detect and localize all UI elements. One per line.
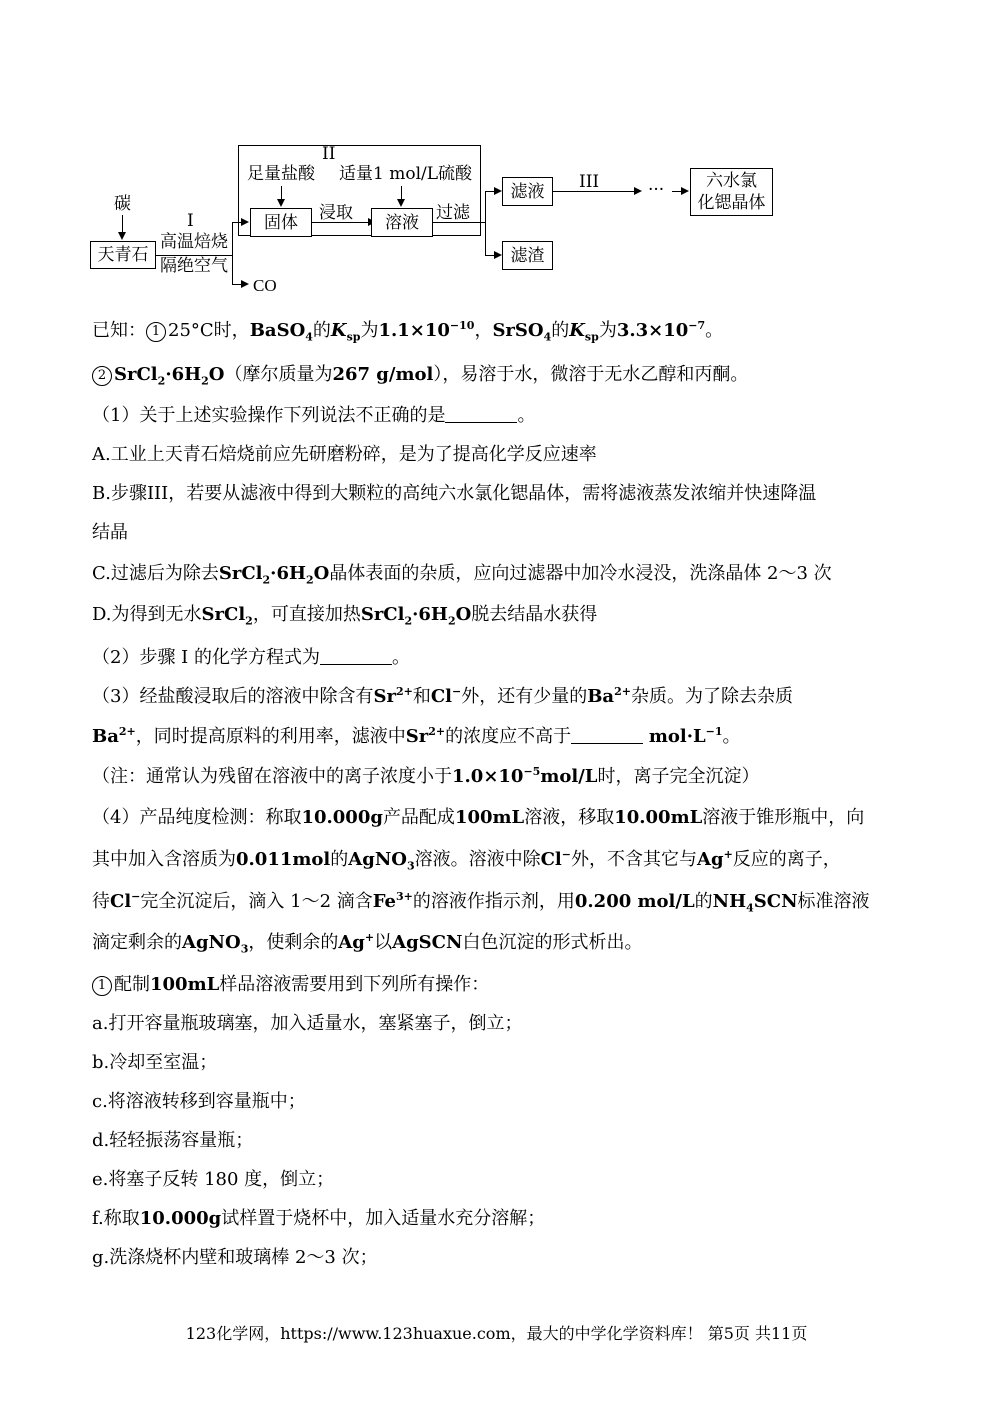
filter-line <box>433 222 485 223</box>
split-line <box>232 222 233 284</box>
product-box <box>690 168 773 216</box>
q1-stem: （1）关于上述实验操作下列说法不正确的是 。 <box>92 405 536 426</box>
filter-label: 过滤 <box>436 203 470 223</box>
q4-line-4: 滴定剩余的AgNO$_3$，使剩余的Ag+以AgSCN白色沉淀的形式析出。 <box>92 931 643 956</box>
q3-line-1: （3）经盐酸浸取后的溶液中除含有$Sr^{2+}$和Cl−外，还有少量的$Ba^{2+}$杂质。为了除去杂质 <box>92 685 793 707</box>
answer-blank <box>445 404 517 423</box>
h2so4-arrow-line <box>401 186 402 200</box>
q1-option-b: B.步骤III，若要从滤液中得到大颗粒的高纯六水氯化锶晶体，需将滤液蒸发浓缩并快速降温 <box>92 483 817 504</box>
step-a: a.打开容量瓶玻璃塞，加入适量水，塞紧塞子，倒立； <box>92 1013 523 1034</box>
solution-box: 溶液 <box>371 208 433 237</box>
solid-box: 固体 <box>250 208 312 237</box>
step-c: c.将溶液转移到容量瓶中； <box>92 1091 306 1112</box>
q4-line-2: 其中加入含溶质为0.011mol的AgNO$_3$溶液。溶液中除Cl−外，不含其它与Ag+反应的离子， <box>92 848 841 873</box>
answer-blank <box>320 646 392 665</box>
circled-number: 2 <box>92 366 112 386</box>
step3-line <box>553 191 635 192</box>
step-d: d.轻轻振荡容量瓶； <box>92 1130 254 1151</box>
leach-line <box>312 222 370 223</box>
carbon-label: 碳 <box>114 194 131 214</box>
hcl-label: 足量盐酸 <box>247 164 315 184</box>
step-b: b.冷却至室温； <box>92 1052 218 1073</box>
product-line-2: 化锶晶体 <box>697 193 766 213</box>
ore-out-line <box>156 255 232 256</box>
step3-label: III <box>579 172 600 192</box>
leach-label: 浸取 <box>319 203 353 223</box>
to-co-arrowhead <box>241 280 249 288</box>
step-f: f.称取10.000g试样置于烧杯中，加入适量水充分溶解； <box>92 1208 546 1229</box>
q3-note: （注：通常认为残留在溶液中的离子浓度小于$1.0\times 10^{-5}mol/L$时，离子完全沉淀） <box>92 765 760 787</box>
to-residue-arrowhead <box>494 251 502 259</box>
step1-label: I <box>187 211 194 231</box>
page-footer: 123化学网，https://www.123huaxue.com，最大的中学化学资料库！ 第5页 共11页 <box>185 1324 808 1343</box>
to-filtrate-arrowhead <box>494 187 502 195</box>
step-e: e.将塞子反转 180 度，倒立； <box>92 1169 335 1190</box>
hcl-arrowhead <box>277 199 285 207</box>
h2so4-label: 适量1 mol/L硫酸 <box>339 164 473 184</box>
step2-label: II <box>322 144 336 164</box>
circled-number: 1 <box>146 322 166 342</box>
q4-sub1: 1 配制100mL样品溶液需要用到下列所有操作： <box>92 972 912 998</box>
co-label: CO <box>253 276 277 295</box>
filtrate-box: 滤液 <box>502 177 553 206</box>
carbon-arrow-line <box>122 215 123 233</box>
q1-option-d: D.为得到无水SrCl$_2$，可直接加热$SrCl_2\cdot 6H_2O$脱去结晶水获得 <box>92 604 598 628</box>
q1-option-c: C.过滤后为除去$SrCl_2\cdot 6H_2O$晶体表面的杂质，应向过滤器中加冷水浸没，洗涤晶体 2～3 次 <box>92 563 832 587</box>
q3-line-2: $Ba^{2+}$，同时提高原料的利用率，滤液中$Sr^{2+}$的浓度应不高于 $mol\cdot L^{-1}$。 <box>92 725 741 747</box>
q1-option-b-cont: 结晶 <box>92 522 128 543</box>
step-g: g.洗涤烧杯内壁和玻璃棒 2～3 次； <box>92 1247 378 1268</box>
h2so4-arrowhead <box>397 199 405 207</box>
product-line-1: 六水氯 <box>706 171 757 191</box>
answer-blank <box>571 725 643 744</box>
ore-box: 天青石 <box>90 241 156 269</box>
q2-stem: （2）步骤 I 的化学方程式为 。 <box>92 647 411 668</box>
carbon-arrowhead <box>118 232 126 240</box>
filter-split-line <box>485 191 486 255</box>
circled-number: 1 <box>92 976 112 996</box>
known-line-2: 2 $SrCl_2\cdot 6H_2O$（摩尔质量为267 g/mol），易溶于水，微溶于无水乙醇和丙酮。 <box>92 362 912 388</box>
step3-arrowhead <box>634 187 642 195</box>
roast-condition-2: 隔绝空气 <box>160 256 228 276</box>
dots-label: ··· <box>648 180 665 200</box>
q1-option-a: A.工业上天青石焙烧前应先研磨粉碎，是为了提高化学反应速率 <box>92 444 597 465</box>
residue-box: 滤渣 <box>502 241 553 270</box>
known-line-1: 已知： 1 25°C时，BaSO$_4$的$K_{sp}$为$1.1\times 10^{-10}$，SrSO$_4$的$K_{sp}$为$3.3\times 10^{-7}$。 <box>92 319 724 344</box>
final-arrowhead <box>681 187 689 195</box>
flowchart <box>0 0 993 310</box>
q4-line-3: 待Cl−完全沉淀后，滴入 1～2 滴含$Fe^{3+}$的溶液作指示剂，用0.200 mol/L的$NH_4SCN$标准溶液 <box>92 890 870 915</box>
roast-condition-1: 高温焙烧 <box>160 232 228 252</box>
hcl-arrow-line <box>281 186 282 200</box>
q4-line-1: （4）产品纯度检测：称取10.000g产品配成100mL溶液，移取10.00mL溶液于锥形瓶中，向 <box>92 807 865 828</box>
